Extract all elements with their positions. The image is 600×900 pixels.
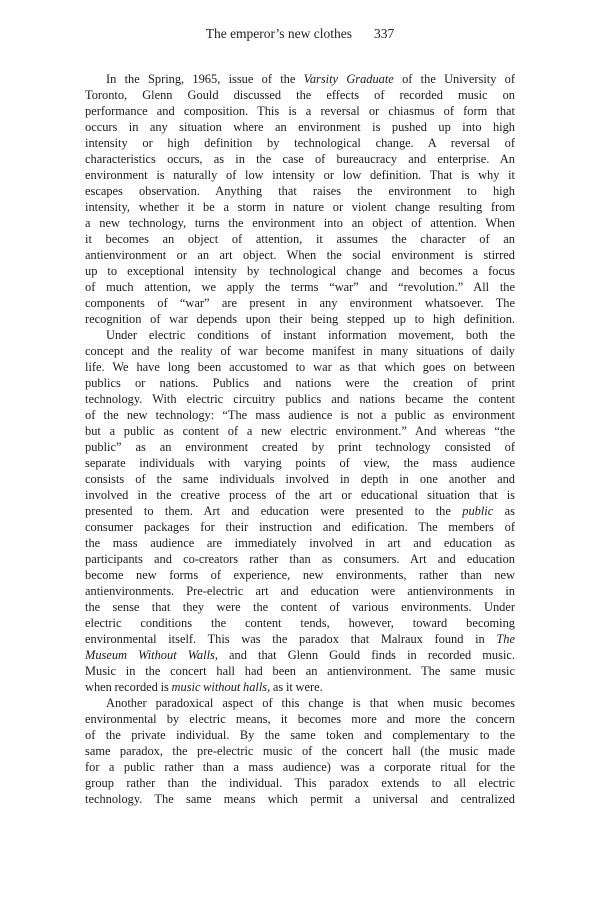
body-text: publics or nations. Publics and nations were the creation of print [85,376,515,390]
body-text: Toronto, Glenn Gould discussed the effects of recorded music on [85,88,515,102]
text-line [85,599,515,615]
text-line [85,759,515,775]
body-text: Under electric conditions of instant information movement, both the [106,328,515,342]
text-line [85,583,515,599]
body-text: participants and co-creators rather than as consumers. Art and education [85,552,515,566]
text-line [85,263,515,279]
italic-text: music without halls, [171,680,271,694]
body-text: as [493,504,515,518]
body-text: consumer packages for their instruction and edification. The members of [85,520,515,534]
text-line [85,439,515,455]
text-line [85,567,515,583]
text-line [85,391,515,407]
body-text: antienvironments. Pre-electric art and education were antienvironments in [85,584,515,598]
text-line [85,727,515,743]
body-text: consists of the same individuals involved in depth in one another and [85,472,515,486]
text-line [85,791,515,807]
text-line [85,615,515,631]
body-text: of the University of [393,72,515,86]
text-line [85,199,515,215]
body-text: the mass audience are immediately involved in art and education as [85,536,515,550]
body-text: it becomes an object of attention, it assumes the character of an [85,232,515,246]
text-line [85,375,515,391]
body-text: escapes observation. Anything that raises the environment to high [85,184,515,198]
body-text: In the Spring, 1965, issue of the [106,72,304,86]
text-line [85,407,515,423]
text-line [85,183,515,199]
body-text: performance and composition. This is a reversal or chiasmus of form that [85,104,515,118]
body-text: up to exceptional intensity by technological change and becomes a focus [85,264,515,278]
italic-text: Varsity Graduate [303,72,394,86]
body-text: when recorded is [85,680,172,694]
paragraph [85,327,515,695]
body-text: group rather than the individual. This paradox extends to all electric [85,776,515,790]
body-text: environmental by electric means, it becomes more and more the concern [85,712,515,726]
body-text: electric conditions the content tends, however, toward becoming [85,616,515,630]
body-text: of the new technology: “The mass audience is not a public as environment [85,408,515,422]
text-line [85,503,515,519]
italic-text: Museum Without Walls, [85,648,218,662]
body-text: but a public as content of a new electric environment.” And whereas “the [85,424,515,438]
body-text: same paradox, the pre-electric music of the concert hall (the music made [85,744,515,758]
text-line [85,103,515,119]
body-text: the sense that they were the content of various environments. Under [85,600,515,614]
paragraph [85,695,515,807]
text-line [85,711,515,727]
body-text: components of “war” are present in any environment whatsoever. The [85,296,515,310]
body-text: involved in the creative process of the art or educational situation that is [85,488,515,502]
body-text: technology. The same means which permit a universal and centralized [85,792,515,806]
body-text: a new technology, turns the environment into an object of attention. When [85,216,515,230]
body-text: environmental itself. This was the paradox that Malraux found in [85,632,497,646]
text-line [85,647,515,663]
body-text: characteristics occurs, as in the case of bureaucracy and enterprise. An [85,152,515,166]
text-line [85,775,515,791]
running-head-title: The emperor’s new clothes [205,26,353,41]
text-line [85,551,515,567]
body-text: concept and the reality of war become manifest in many situations of daily [85,344,515,358]
body-text: for a public rather than a mass audience) was a corporate ritual for the [85,760,515,774]
body-text: occurs in any situation where an environment is pushed up into high [85,120,515,134]
text-line [85,231,515,247]
page-number: 337 [374,26,395,41]
text-line [85,343,515,359]
body-text: Music in the concert hall had been an antienvironment. The same music [85,664,515,678]
running-head [0,26,600,42]
text-line [85,279,515,295]
paragraph [85,71,515,327]
text-line [85,423,515,439]
text-line [85,519,515,535]
text-line [85,295,515,311]
text-line [85,247,515,263]
body-text: as it were. [270,680,323,694]
body-text: and that Glenn Gould finds in recorded music. [217,648,515,662]
text-line [85,311,515,327]
text-line [85,87,515,103]
body-text: of much attention, we apply the terms “war” and “revolution.” All the [85,280,515,294]
body-text: intensity, whether it be a storm in nature or violent change resulting from [85,200,515,214]
body-text: environment is naturally of low intensity or low definition. That is why it [85,168,515,182]
italic-text: The [496,632,515,646]
text-line [85,487,515,503]
text-line [85,151,515,167]
text-line [85,359,515,375]
text-line [85,695,515,711]
text-line [85,663,515,679]
text-line [85,535,515,551]
text-line [85,743,515,759]
italic-text: public [462,504,494,518]
body-text: technology. With electric circuitry publics and nations became the content [85,392,515,406]
text-line [85,631,515,647]
body-text: Another paradoxical aspect of this change is that when music becomes [106,696,515,710]
text-line [85,455,515,471]
body-text: antienvironment or an art object. When the social environment is stirred [85,248,515,262]
body-text: intensity or high definition by technological change. A reversal of [85,136,515,150]
text-line [85,679,515,695]
text-line [85,327,515,343]
body-text: of the private individual. By the same token and complementary to the [85,728,515,742]
body-text: presented to them. Art and education were presented to the [85,504,463,518]
text-line [85,119,515,135]
page-body [85,71,515,807]
body-text: recognition of war depends upon their being stepped up to high definition. [85,312,515,326]
text-line [85,215,515,231]
text-line [85,135,515,151]
body-text: public” as an environment created by print technology consisted of [85,440,515,454]
text-line [85,167,515,183]
text-line [85,471,515,487]
text-line [85,71,515,87]
body-text: separate individuals with varying points of view, the mass audience [85,456,515,470]
body-text: become new forms of experience, new environments, rather than new [85,568,515,582]
body-text: life. We have long been accustomed to war as that which goes on between [85,360,515,374]
